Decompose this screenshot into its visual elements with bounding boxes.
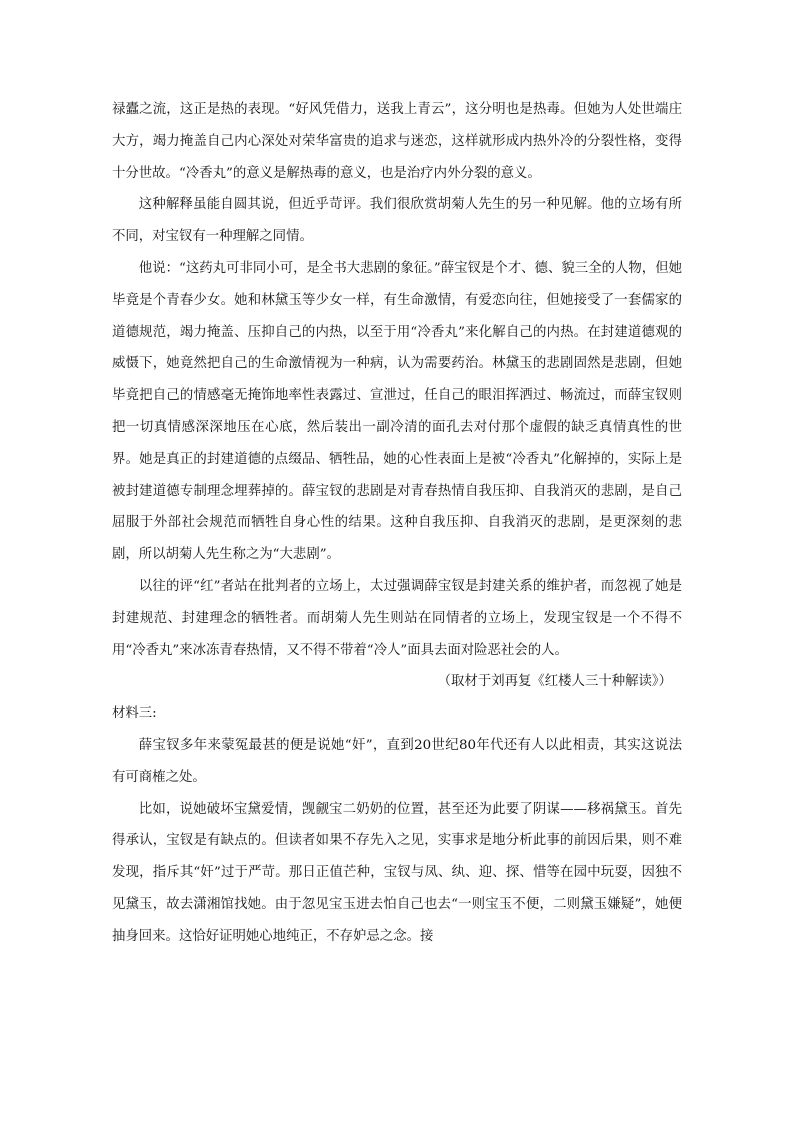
paragraph-5: 薛宝钗多年来蒙冤最甚的便是说她“奸”，直到20世纪80年代还有人以此相责，其实这说法有可商榷之处。 [112, 737, 682, 785]
source-citation: （取材于刘再复《红楼人三十种解读》） [437, 674, 672, 690]
paragraph-3: 他说：“这药丸可非同小可，是全书大悲剧的象征。”薛宝钗是个才、德、貌三全的人物，但她毕竟是个青春少女。她和林黛玉等少女一样，有生命激情，有爱恋向往，但她接受了一套儒家的道德规范，竭力掩盖、压抑自己的内热，以至于用“冷香丸”来化解自己的内热。在封建道德观的威慑下，她竟然把自己的生命激情视为一种病，认为需要药治。林黛玉的悲剧固然是悲剧，但她毕竟把自己的情感毫无掩饰地率性表露过、宣泄过，任自己的眼泪挥洒过、畅流过，而薛宝钗则把一切真情感深深地压在心底，然后装出一副冷清的面孔去对付那个虚假的缺乏真情真性的世界。她是真正的封建道德的点缀品、牺牲品，她的心性表面上是被“冷香丸”化解掉的，实际上是被封建道德专制理念埋葬掉的。薛宝钗的悲剧是对青春热情自我压抑、自我消灭的悲剧，是自己屈服于外部社会规范而牺牲自身心性的结果。这种自我压抑、自我消灭的悲剧，是更深刻的悲剧，所以胡菊人先生称之为“大悲剧”。 [112, 260, 682, 563]
document-page [112, 94, 682, 953]
paragraph-1: 禄蠹之流，这正是热的表现。“好风凭借力，送我上青云”，这分明也是热毒。但她为人处世端庄大方，竭力掩盖自己内心深处对荣华富贵的追求与迷恋，这样就形成内热外冷的分裂性格，变得十分世故。“冷香丸”的意义是解热毒的意义，也是治疗内外分裂的意义。 [112, 102, 682, 181]
paragraph-6: 比如，说她破坏宝黛爱情，觊觎宝二奶奶的位置，甚至还为此要了阴谋——移祸黛玉。首先得承认，宝钗是有缺点的。但读者如果不存先入之见，实事求是地分析此事的前因后果，则不难发现，指斥其“奸”过于严苛。那日正值芒种，宝钗与凤、纨、迎、探、惜等在园中玩耍，因独不见黛玉，故去潇湘馆找她。由于忽见宝玉进去怕自己也去“一则宝玉不便，二则黛玉嫌疑”，她便抽身回来。这恰好证明她心地纯正，不存妒忌之念。接 [112, 801, 682, 944]
section-heading: 材料三: [112, 706, 157, 722]
paragraph-2: 这种解释虽能自圆其说，但近乎苛评。我们很欣赏胡菊人先生的另一种见解。他的立场有所不同，对宝钗有一种理解之同情。 [112, 197, 682, 245]
paragraph-4: 以往的评“红”者站在批判者的立场上，太过强调薛宝钗是封建关系的维护者，而忽视了她是封建规范、封建理念的牺牲者。而胡菊人先生则站在同情者的立场上，发现宝钗是一个不得不用“冷香丸”来冰冻青春热情，又不得不带着“冷人”面具去面对险恶社会的人。 [112, 578, 682, 658]
